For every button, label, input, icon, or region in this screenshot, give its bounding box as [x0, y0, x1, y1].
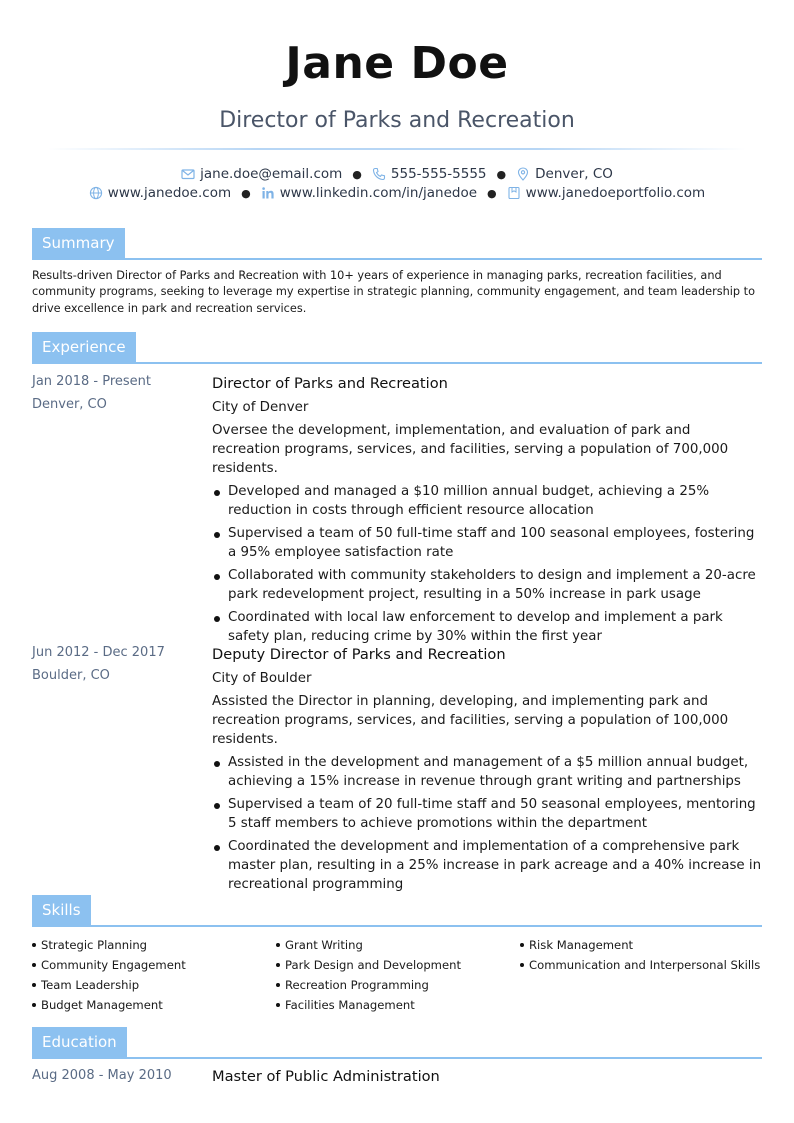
section-rule — [32, 362, 762, 364]
skill-text: Facilities Management — [285, 998, 415, 1012]
separator-dot: ● — [487, 186, 497, 200]
bullet-dot — [32, 1003, 36, 1007]
education-degree: Master of Public Administration — [212, 1068, 440, 1085]
job-company: City of Denver — [212, 400, 309, 415]
bullet-dot — [520, 963, 524, 967]
bullet-item — [212, 566, 762, 604]
globe-icon — [89, 186, 103, 200]
education-section-header — [32, 1027, 762, 1059]
experience-section-header — [32, 332, 762, 364]
education-dates: Aug 2008 - May 2010 — [32, 1068, 172, 1083]
phone-text: 555-555-5555 — [390, 166, 487, 182]
skills-column — [32, 935, 276, 1015]
portfolio-icon — [507, 186, 521, 200]
job-company: City of Boulder — [212, 671, 312, 686]
linkedin-icon — [261, 186, 275, 200]
skill-text: Team Leadership — [41, 978, 140, 992]
bullet-text: Assisted in the development and management of a $5 million annual budget, achieving a 15% increase in revenue through grant writing and partnerships — [228, 755, 749, 789]
summary-section-header — [32, 228, 762, 260]
skill-item — [276, 955, 520, 975]
phone-icon — [372, 167, 386, 181]
job-details — [212, 374, 762, 650]
job-bullets — [212, 753, 762, 894]
skill-text: Communication and Interpersonal Skills — [529, 958, 761, 972]
bullet-dot — [214, 803, 220, 809]
bullet-text: Supervised a team of 50 full-time staff and 100 seasonal employees, fostering a 95% employee satisfaction rate — [228, 526, 755, 560]
bullet-text: Coordinated with local law enforcement to develop and implement a park safety plan, reducing crime by 30% within the first year — [228, 610, 723, 644]
separator-dot: ● — [241, 186, 251, 200]
contact-portfolio[interactable] — [507, 185, 706, 201]
location-text: Denver, CO — [535, 166, 613, 182]
skill-text: Strategic Planning — [41, 938, 148, 952]
job-details — [212, 645, 762, 898]
bullet-item — [212, 608, 762, 646]
job-location: Boulder, CO — [32, 668, 110, 683]
skill-item — [520, 935, 764, 955]
summary-text: Results-driven Director of Parks and Recreation with 10+ years of experience in managing parks, recreation facilities, and community programs, seeking to leverage my expertise in strategic planning, community engagement, and team leadership to drive excellence in park and recreation services. — [32, 269, 756, 315]
skill-text: Park Design and Development — [285, 958, 462, 972]
bullet-text: Supervised a team of 20 full-time staff and 50 seasonal employees, mentoring 5 staff members to achieve promotions within the department — [228, 797, 756, 831]
bullet-dot — [276, 963, 280, 967]
skill-item — [276, 975, 520, 995]
experience-heading: Experience — [32, 332, 136, 362]
bullet-dot — [214, 532, 220, 538]
candidate-name: Jane Doe — [285, 38, 509, 89]
bullet-dot — [276, 983, 280, 987]
skill-text: Risk Management — [529, 938, 634, 952]
bullet-text: Collaborated with community stakeholders to design and implement a 20-acre park redevelopment project, resulting in a 50% increase in park usage — [228, 568, 756, 602]
bullet-dot — [214, 490, 220, 496]
job-dates: Jun 2012 - Dec 2017 — [32, 645, 165, 660]
skill-item — [32, 975, 276, 995]
skills-column — [520, 935, 764, 1015]
section-rule — [32, 258, 762, 260]
section-rule — [32, 925, 762, 927]
bullet-text: Developed and managed a $10 million annual budget, achieving a 25% reduction in costs through efficient resource allocation — [228, 484, 710, 518]
job-location: Denver, CO — [32, 397, 107, 412]
contact-email[interactable] — [181, 166, 342, 182]
section-rule — [32, 1057, 762, 1059]
bullet-text: Coordinated the development and implementation of a comprehensive park master plan, resulting in a 25% increase in park acreage and a 40% increase in recreational programming — [228, 839, 762, 892]
separator-dot: ● — [352, 167, 362, 181]
bullet-item — [212, 524, 762, 562]
contact-phone[interactable] — [372, 166, 487, 182]
bullet-item — [212, 837, 762, 894]
header-divider — [48, 148, 746, 150]
skills-column — [276, 935, 520, 1015]
skills-heading: Skills — [32, 895, 91, 925]
job-description: Assisted the Director in planning, developing, and implementing park and recreation programs, services, and facilities, serving a population of 100,000 residents. — [212, 694, 729, 747]
bullet-dot — [520, 943, 524, 947]
skills-list — [32, 935, 764, 1015]
map-pin-icon — [516, 167, 530, 181]
skill-item — [276, 935, 520, 955]
bullet-item — [212, 795, 762, 833]
job-title: Director of Parks and Recreation — [219, 108, 575, 133]
envelope-icon — [181, 167, 195, 181]
bullet-dot — [214, 574, 220, 580]
summary-heading: Summary — [32, 228, 125, 258]
email-text: jane.doe@email.com — [200, 166, 343, 182]
job-role: Deputy Director of Parks and Recreation — [212, 646, 506, 663]
bullet-item — [212, 482, 762, 520]
portfolio-text: www.janedoeportfolio.com — [525, 185, 706, 201]
skill-item — [32, 995, 276, 1015]
job-description: Oversee the development, implementation, and evaluation of park and recreation programs, services, and facilities, serving a population of 700,000 residents. — [212, 423, 729, 476]
skill-item — [32, 955, 276, 975]
bullet-dot — [214, 616, 220, 622]
bullet-dot — [32, 963, 36, 967]
skill-text: Recreation Programming — [285, 978, 429, 992]
job-dates: Jan 2018 - Present — [32, 374, 151, 389]
skills-section-header — [32, 895, 762, 927]
bullet-dot — [32, 983, 36, 987]
bullet-item — [212, 753, 762, 791]
contact-location — [516, 166, 613, 182]
separator-dot: ● — [496, 167, 507, 181]
bullet-dot — [276, 1003, 280, 1007]
contact-row-2 — [0, 185, 794, 201]
job-role: Director of Parks and Recreation — [212, 375, 448, 392]
skill-item — [276, 995, 520, 1015]
education-heading: Education — [32, 1027, 127, 1057]
skill-item — [520, 955, 764, 975]
bullet-dot — [214, 761, 220, 767]
skill-text: Grant Writing — [285, 938, 363, 952]
skill-text: Community Engagement — [41, 958, 186, 972]
linkedin-text: www.linkedin.com/in/janedoe — [279, 185, 478, 201]
skill-item — [32, 935, 276, 955]
contact-website[interactable] — [89, 185, 231, 201]
contact-linkedin[interactable] — [261, 185, 477, 201]
skill-text: Budget Management — [41, 998, 163, 1012]
bullet-dot — [276, 943, 280, 947]
job-bullets — [212, 482, 762, 646]
website-text: www.janedoe.com — [107, 185, 232, 201]
bullet-dot — [32, 943, 36, 947]
contact-row-1 — [0, 166, 794, 182]
bullet-dot — [214, 845, 220, 851]
